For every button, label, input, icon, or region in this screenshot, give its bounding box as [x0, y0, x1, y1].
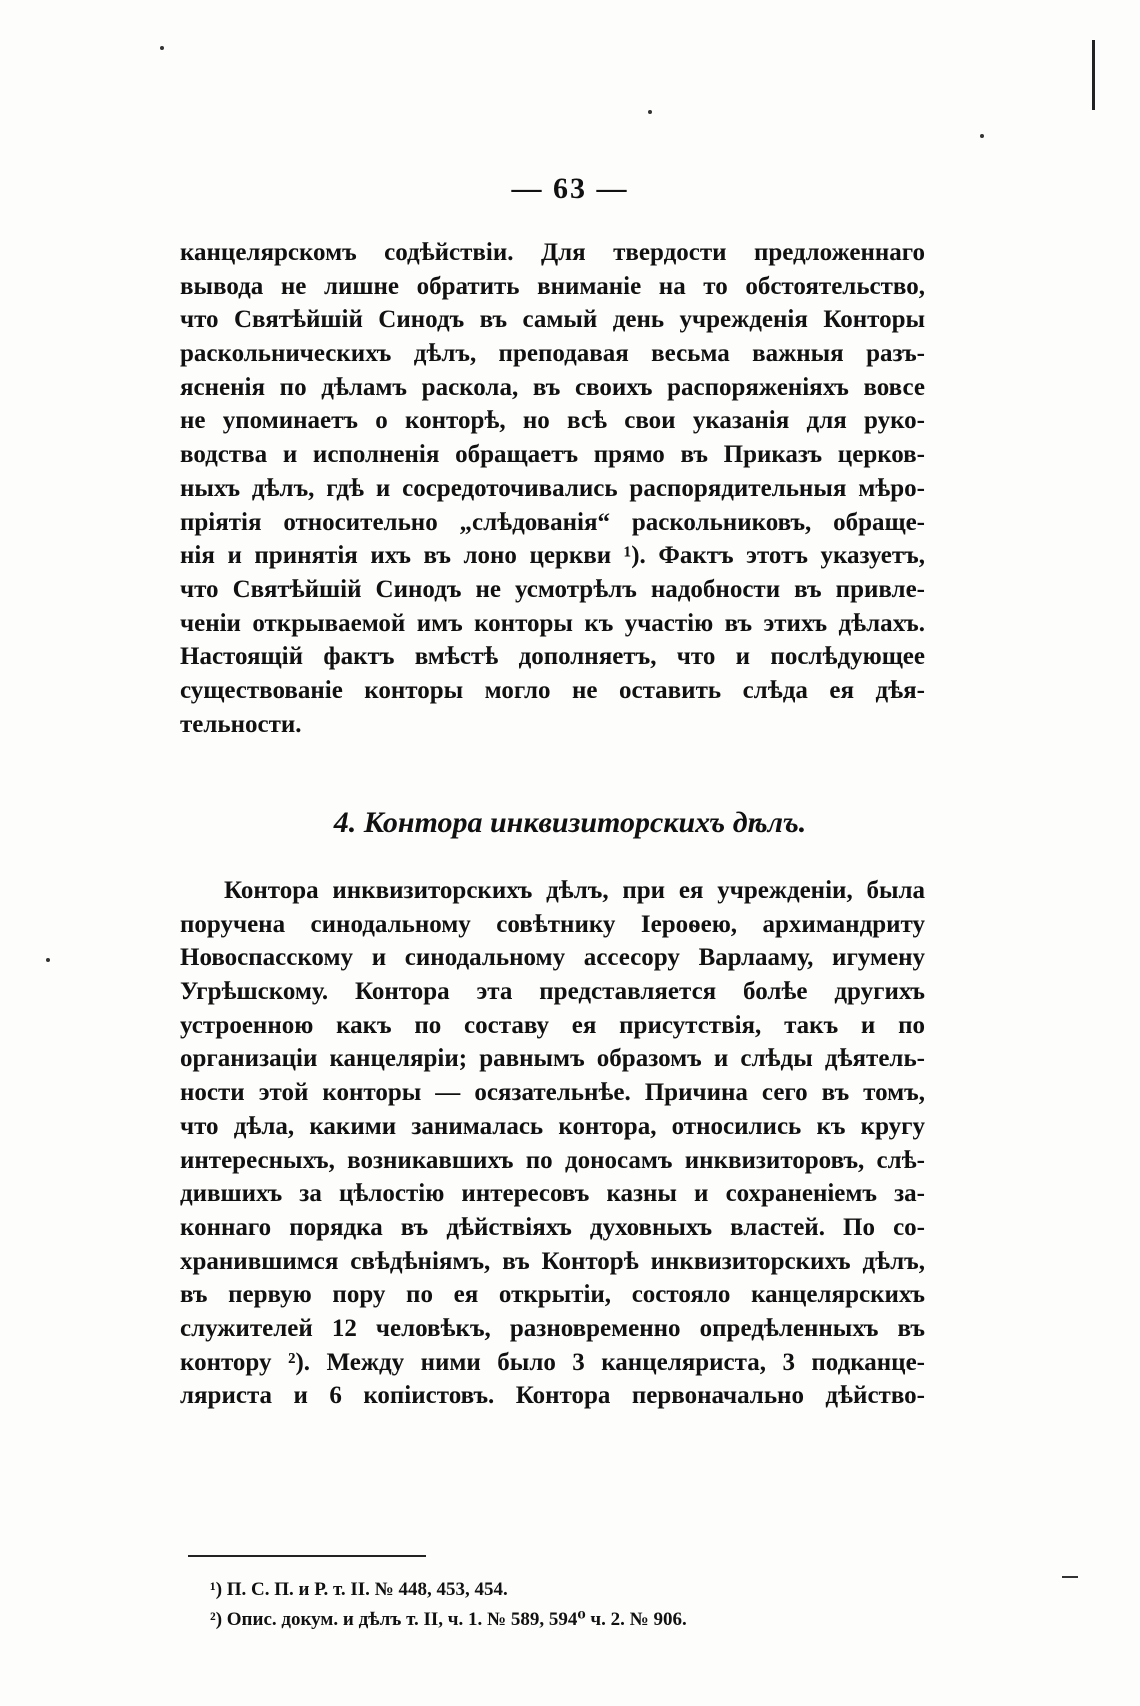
text-line: что Святѣйшій Синодъ не усмотрѣлъ надобности въ привле-: [180, 575, 925, 603]
text-line: Угрѣшскому. Контора эта представляется болѣе другихъ: [180, 978, 925, 1006]
footnote-separator: [188, 1555, 426, 1557]
text-line: ясненія по дѣламъ раскола, въ своихъ распоряженіяхъ вовсе: [180, 373, 925, 401]
scan-speck: [160, 46, 164, 50]
text-line: существованіе конторы могло не оставить слѣда ея дѣя-: [180, 676, 925, 704]
text-line: тельности.: [180, 710, 302, 738]
text-line: организаціи канцеляріи; равнымъ образомъ и слѣды дѣятель-: [180, 1045, 925, 1073]
text-line: ности этой конторы — осязательнѣе. Причина сего въ томъ,: [180, 1079, 925, 1107]
text-line: пріятія относительно „слѣдованія“ раскольниковъ, обраще-: [180, 508, 925, 536]
text-line: контору ²). Между ними было 3 канцеляриста, 3 подканце-: [180, 1348, 925, 1376]
text-line: хранившимся свѣдѣніямъ, въ Конторѣ инквизиторскихъ дѣлъ,: [180, 1247, 925, 1275]
text-line: коннаго порядка въ дѣйствіяхъ духовныхъ властей. По со-: [180, 1213, 925, 1241]
footnote-1: [210, 1575, 687, 1605]
text-line: что дѣла, какими занималась контора, относились къ кругу: [180, 1112, 925, 1140]
scan-speck: [980, 134, 984, 138]
text-line: Настоящій фактъ вмѣстѣ дополняетъ, что и послѣдующее: [180, 643, 925, 671]
footnote-2: [210, 1605, 687, 1635]
text-line: Контора инквизиторскихъ дѣлъ, при ея учрежденіи, была: [224, 877, 925, 904]
footnote-text: Опис. докум. и дѣлъ т. II, ч. 1. № 589, 594⁰ ч. 2. № 906.: [226, 1609, 687, 1630]
text-line: водства и исполненія обращаетъ прямо въ Приказъ церков-: [180, 441, 925, 469]
section-heading: 4. Контора инквизиторскихъ дѣлъ.: [333, 806, 807, 839]
text-line: что Святѣйшій Синодъ въ самый день учрежденія Конторы: [180, 306, 925, 334]
text-line: въ первую пору по ея открытіи, состояло канцелярскихъ: [180, 1281, 925, 1309]
text-line: устроенною какъ по составу ея присутствія, такъ и по: [180, 1011, 925, 1039]
footnote-text: П. С. П. и Р. т. II. № 448, 453, 454.: [226, 1579, 508, 1600]
footnote-mark: ²): [210, 1609, 223, 1630]
page-number: — 63 —: [511, 172, 629, 205]
text-line: дившихъ за цѣлостію интересовъ казны и сохраненіемъ за-: [180, 1180, 925, 1208]
text-line: вывода не лишне обратить вниманіе на то обстоятельство,: [180, 272, 925, 300]
text-line: раскольническихъ дѣлъ, преподавая весьма важныя разъ-: [180, 340, 925, 368]
text-line: ляриста и 6 копіистовъ. Контора первоначально дѣйство-: [180, 1382, 925, 1410]
text-line: канцелярскомъ содѣйствіи. Для твердости предложеннаго: [180, 239, 925, 266]
scan-speck: [648, 110, 652, 114]
text-line: служителей 12 человѣкъ, разновременно опредѣленныхъ въ: [180, 1314, 925, 1342]
text-line: интересныхъ, возникавшихъ по доносамъ инквизиторовъ, слѣ-: [180, 1146, 925, 1174]
text-line: Новоспасскому и синодальному ассесору Варлааму, игумену: [180, 944, 925, 972]
text-line: нія и принятія ихъ въ лоно церкви ¹). Фактъ этотъ указуетъ,: [180, 542, 925, 570]
paragraph-section-4: [180, 874, 925, 1413]
footnotes: [210, 1575, 687, 1635]
text-line: ченіи открываемой имъ конторы къ участію въ этихъ дѣлахъ.: [180, 609, 925, 637]
footnote-mark: ¹): [210, 1579, 223, 1600]
text-line: ныхъ дѣлъ, гдѣ и сосредоточивались распорядительныя мѣро-: [180, 474, 925, 502]
paragraph-continued: [180, 236, 925, 741]
scan-speck: [46, 958, 50, 962]
margin-tick-mark: [1062, 1576, 1078, 1578]
text-line: поручена синодальному совѣтнику Іероѳею, архимандриту: [180, 910, 925, 938]
margin-scan-mark: [1092, 40, 1095, 110]
text-line: не упоминаетъ о конторѣ, но всѣ свои указанія для руко-: [180, 407, 925, 435]
